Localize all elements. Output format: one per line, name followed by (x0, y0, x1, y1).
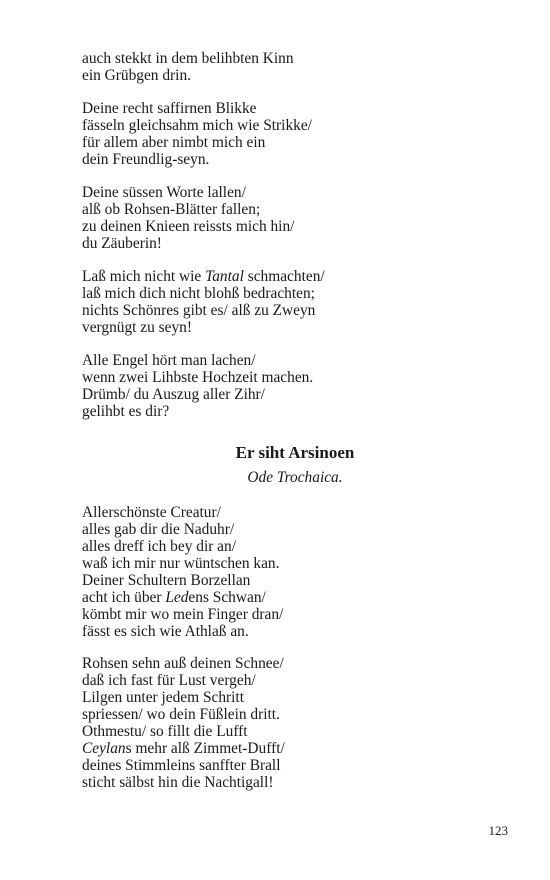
verse-line: alß ob Rohsen-Blätter fallen; (82, 201, 261, 218)
verse-line: dein Freundlig-seyn. (82, 151, 210, 168)
verse-line: daß ich fast für Lust vergeh/ (82, 672, 256, 689)
verse-line: laß mich dich nicht blohß bedrachten; (82, 285, 315, 302)
verse-line: Rohsen sehn auß deinen Schnee/ (82, 655, 284, 672)
stanza (82, 184, 294, 252)
stanza (82, 655, 285, 791)
verse-line: gelihbt es dir? (82, 403, 170, 420)
verse-line: Laß mich nicht wie Tantal schmachten/ (82, 268, 325, 285)
verse-line: deines Stimmleins sanffter Brall (82, 757, 281, 774)
verse-line: fässt es sich wie Athlaß an. (82, 623, 249, 640)
verse-line: acht ich über Ledens Schwan/ (82, 589, 266, 606)
verse-line: Allerschönste Creatur/ (82, 504, 221, 521)
poem-title: Er siht Arsinoen (235, 443, 355, 462)
verse-line: Lilgen unter jedem Schritt (82, 689, 244, 706)
verse-line: waß ich mir nur wüntschen kan. (82, 555, 280, 572)
poem-subtitle: Ode Trochaica. (247, 469, 343, 486)
verse-line: für allem aber nimbt mich ein (82, 134, 266, 151)
verse-line: Ceylans mehr alß Zimmet-Dufft/ (82, 740, 285, 757)
stanza (82, 100, 312, 168)
verse-line: Deiner Schultern Borzellan (82, 572, 251, 589)
verse-line: ein Grübgen drin. (82, 67, 191, 84)
verse-line: Deine süssen Worte lallen/ (82, 184, 246, 201)
verse-line: alles gab dir die Naduhr/ (82, 521, 235, 538)
verse-line: auch stekkt in dem belihbten Kinn (82, 50, 294, 67)
verse-line: zu deinen Knieen reissts mich hin/ (82, 218, 295, 235)
verse-line: Othmestu/ so fillt die Lufft (82, 723, 248, 740)
stanza (82, 50, 294, 84)
verse-line: nichts Schönres gibt es/ alß zu Zweyn (82, 302, 316, 319)
stanza (82, 352, 313, 420)
verse-line: Deine recht saffirnen Blikke (82, 100, 257, 117)
verse-line: spriessen/ wo dein Füßlein dritt. (82, 706, 280, 723)
verse-line: Alle Engel hört man lachen/ (82, 352, 256, 369)
verse-line: fässeln gleichsahm mich wie Strikke/ (82, 117, 312, 134)
stanza (82, 504, 283, 640)
verse-line: sticht sälbst hin die Nachtigall! (82, 774, 274, 791)
stanza (82, 268, 325, 336)
verse-line: vergnügt zu seyn! (82, 319, 192, 336)
verse-line: Drümb/ du Auszug aller Zihr/ (82, 386, 265, 403)
verse-line: kömbt mir wo mein Finger dran/ (82, 606, 284, 623)
verse-line: alles dreff ich bey dir an/ (82, 538, 236, 555)
page-number: 123 (488, 823, 508, 838)
verse-line: du Zäuberin! (82, 235, 162, 252)
verse-line: wenn zwei Lihbste Hochzeit machen. (82, 369, 314, 386)
